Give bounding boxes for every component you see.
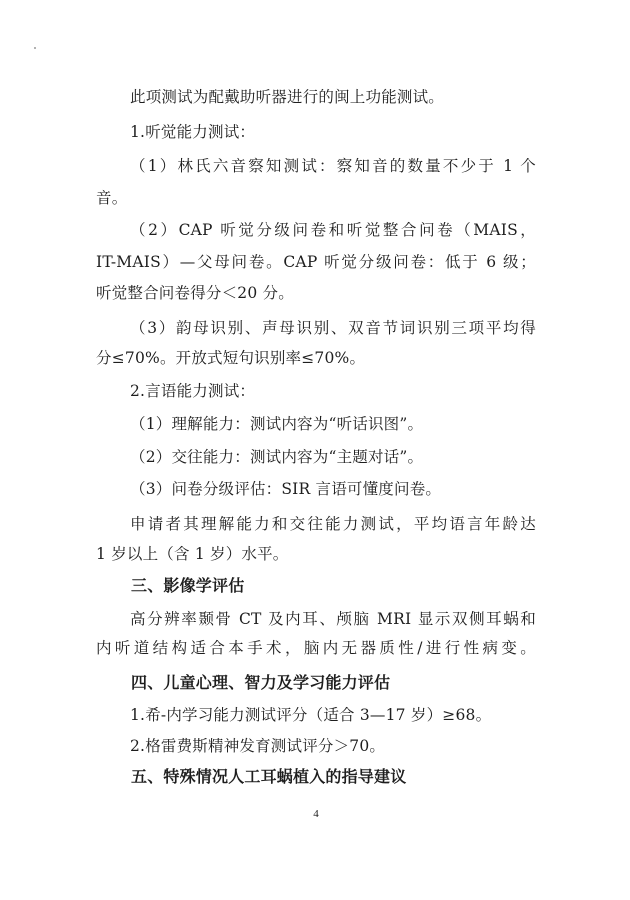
text-line: 2.格雷费斯精神发育测试评分＞70。 <box>130 737 386 755</box>
text-line: 内听道结构适合本手术，脑内无器质性/进行性病变。 <box>96 639 536 657</box>
text-line: 1.听觉能力测试： <box>130 123 256 141</box>
text-line: 听觉整合问卷得分＜20 分。 <box>96 284 294 302</box>
section-heading: 五、特殊情况人工耳蜗植入的指导建议 <box>131 767 407 786</box>
text-line: （2）CAP 听觉分级问卷和听觉整合问卷（MAIS， <box>130 221 536 239</box>
text-line: （3）问卷分级评估：SIR 言语可懂度问卷。 <box>130 480 442 498</box>
text-line: 音。 <box>96 189 128 207</box>
text-line: 分≤70%。开放式短句识别率≤70%。 <box>96 349 366 367</box>
scan-speck <box>34 47 36 49</box>
section-heading: 三、影像学评估 <box>131 576 245 595</box>
text-line: （3）韵母识别、声母识别、双音节词识别三项平均得 <box>130 319 536 337</box>
text-line: （1）理解能力：测试内容为“听话识图”。 <box>130 415 424 433</box>
text-line: 此项测试为配戴助听器进行的闽上功能测试。 <box>130 88 445 106</box>
text-line: （1）林氏六音察知测试：察知音的数量不少于 1 个 <box>130 157 536 175</box>
text-line: 高分辨率颞骨 CT 及内耳、颅脑 MRI 显示双侧耳蜗和 <box>130 610 536 628</box>
text-line: IT-MAIS）—父母问卷。CAP 听觉分级问卷：低于 6 级； <box>96 253 536 271</box>
text-line: 1 岁以上（含 1 岁）水平。 <box>96 545 289 563</box>
text-line: 申请者其理解能力和交往能力测试，平均语言年龄达 <box>130 515 536 533</box>
text-line: 2.言语能力测试： <box>130 382 256 400</box>
text-line: 1.希-内学习能力测试评分（适合 3—17 岁）≥68。 <box>130 706 492 724</box>
section-heading: 四、儿童心理、智力及学习能力评估 <box>131 673 391 692</box>
page-number: 4 <box>313 808 319 820</box>
text-line: （2）交往能力：测试内容为“主题对话”。 <box>130 448 424 466</box>
